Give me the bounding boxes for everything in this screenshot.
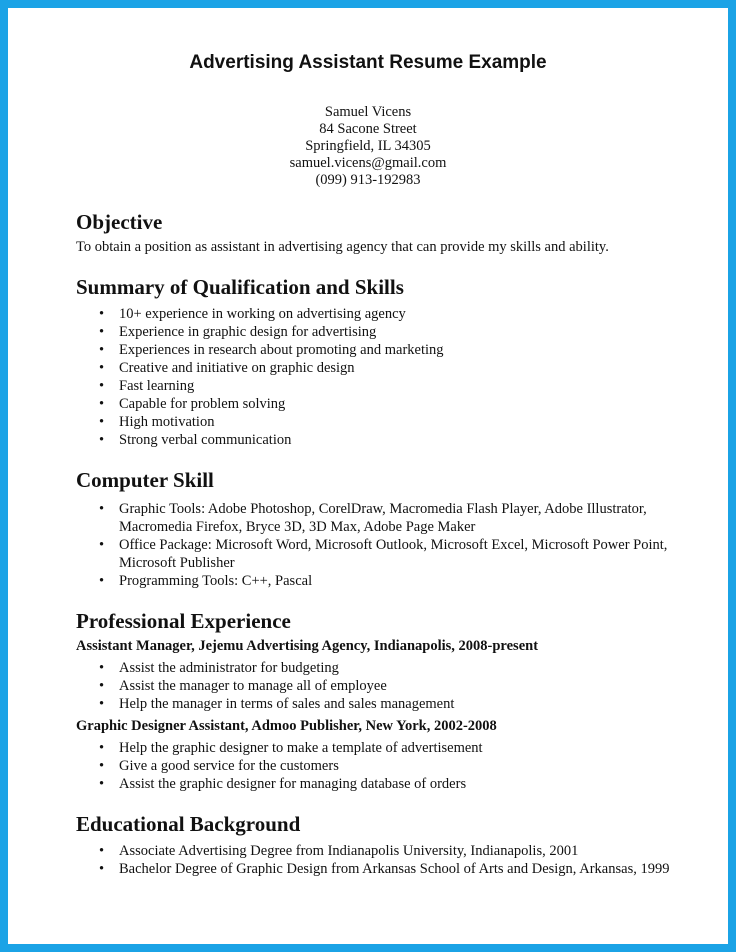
- experience-section: [76, 607, 716, 793]
- bullet-icon: •: [99, 573, 105, 589]
- list-item: • Bachelor Degree of Graphic Design from Arkansas School of Arts and Design, Arkansas, 1999: [99, 861, 670, 877]
- bullet-icon: •: [99, 414, 105, 430]
- contact-block: [8, 104, 728, 189]
- list-item: • Capable for problem solving: [99, 396, 286, 412]
- contact-phone: (099) 913-192983: [315, 172, 421, 188]
- list-item: • Give a good service for the customers: [99, 758, 339, 774]
- list-item: • Assist the administrator for budgeting: [99, 660, 339, 676]
- list-item: • Graphic Tools: Adobe Photoshop, CorelDraw, Macromedia Flash Player, Adobe Illustrator, Macromedia Firefox, Bryce 3D, 3D Max, Adobe Page Maker: [99, 501, 647, 535]
- job-duties-list: [76, 739, 716, 793]
- bullet-icon: •: [99, 696, 105, 712]
- education-list: [76, 842, 716, 878]
- bullet-icon: •: [99, 501, 105, 517]
- objective-heading: Objective: [76, 210, 163, 234]
- list-item: • Experience in graphic design for advertising: [99, 324, 377, 340]
- bullet-icon: •: [99, 360, 105, 376]
- list-item: • Assist the manager to manage all of employee: [99, 678, 387, 694]
- contact-email: samuel.vicens@gmail.com: [289, 155, 447, 171]
- qualifications-list: [76, 305, 716, 449]
- objective-text: To obtain a position as assistant in advertising agency that can provide my skills and ability.: [76, 239, 609, 255]
- bullet-icon: •: [99, 537, 105, 553]
- qualifications-section: [76, 273, 716, 449]
- list-item: • Office Package: Microsoft Word, Microsoft Outlook, Microsoft Excel, Microsoft Power Point, Microsoft Publisher: [99, 537, 668, 571]
- objective-section: [76, 208, 716, 256]
- bullet-icon: •: [99, 432, 105, 448]
- bullet-icon: •: [99, 678, 105, 694]
- list-item: • Associate Advertising Degree from Indianapolis University, Indianapolis, 2001: [99, 843, 579, 859]
- experience-heading: Professional Experience: [76, 609, 291, 633]
- bullet-icon: •: [99, 342, 105, 358]
- qualifications-heading: Summary of Qualification and Skills: [76, 275, 404, 299]
- list-item: • 10+ experience in working on advertising agency: [99, 306, 406, 322]
- education-section: [76, 810, 716, 878]
- list-item: • Experiences in research about promoting and marketing: [99, 342, 444, 358]
- job-title: Assistant Manager, Jejemu Advertising Agency, Indianapolis, 2008-present: [76, 638, 539, 654]
- computer-skill-heading: Computer Skill: [76, 468, 214, 492]
- bullet-icon: •: [99, 324, 105, 340]
- list-item: • Help the graphic designer to make a template of advertisement: [99, 740, 483, 756]
- bullet-icon: •: [99, 396, 105, 412]
- list-item: • Help the manager in terms of sales and sales management: [99, 696, 455, 712]
- list-item: • Creative and initiative on graphic design: [99, 360, 355, 376]
- computer-skill-section: [76, 466, 716, 590]
- bullet-icon: •: [99, 776, 105, 792]
- list-item: • Programming Tools: C++, Pascal: [99, 573, 313, 589]
- list-item: • Fast learning: [99, 378, 195, 394]
- contact-name: Samuel Vicens: [324, 104, 412, 120]
- resume-content: [76, 208, 716, 878]
- page-title: Advertising Assistant Resume Example: [189, 52, 547, 73]
- bullet-icon: •: [99, 861, 105, 877]
- job-title: Graphic Designer Assistant, Admoo Publisher, New York, 2002-2008: [76, 718, 497, 734]
- contact-city: Springfield, IL 34305: [305, 138, 431, 154]
- education-heading: Educational Background: [76, 812, 301, 836]
- bullet-icon: •: [99, 660, 105, 676]
- bullet-icon: •: [99, 740, 105, 756]
- list-item: • Assist the graphic designer for managing database of orders: [99, 776, 467, 792]
- bullet-icon: •: [99, 378, 105, 394]
- computer-skill-list: [76, 500, 716, 590]
- bullet-icon: •: [99, 758, 105, 774]
- job-duties-list: [76, 659, 716, 713]
- list-item: • High motivation: [99, 414, 215, 430]
- bullet-icon: •: [99, 843, 105, 859]
- contact-street: 84 Sacone Street: [319, 121, 417, 137]
- list-item: • Strong verbal communication: [99, 432, 292, 448]
- bullet-icon: •: [99, 306, 105, 322]
